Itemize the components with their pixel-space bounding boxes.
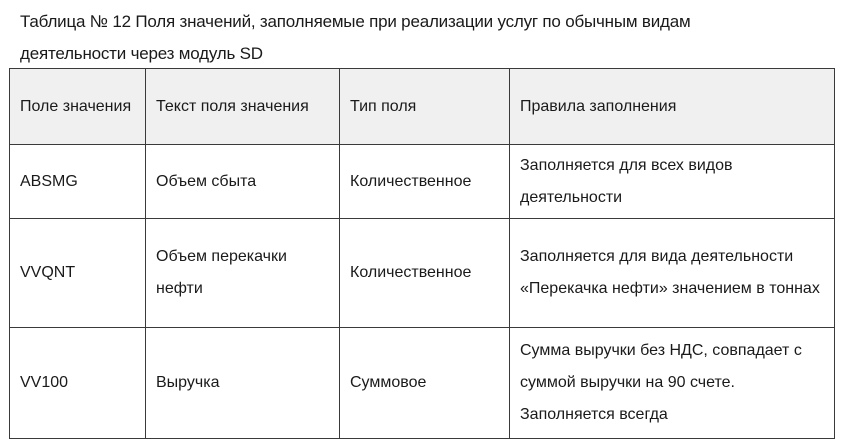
caption-line-2: деятельности через модуль SD [20, 44, 263, 63]
table-row [10, 328, 835, 439]
header-field-value: Поле значения [10, 69, 146, 145]
cell-fill-rule: Заполняется для всех видов деятельности [510, 145, 835, 219]
value-fields-table [9, 68, 835, 439]
cell-field-value: ABSMG [10, 145, 146, 219]
cell-field-text: Выручка [146, 328, 340, 439]
header-field-type: Тип поля [340, 69, 510, 145]
table-caption [20, 6, 840, 70]
cell-field-text: Объем перекачки нефти [146, 219, 340, 328]
table-row [10, 145, 835, 219]
cell-field-type: Количественное [340, 219, 510, 328]
table-header-row [10, 69, 835, 145]
cell-field-text: Объем сбыта [146, 145, 340, 219]
cell-fill-rule: Сумма выручки без НДС, совпадает с суммой выручки на 90 счете. Заполняется всегда [510, 328, 835, 439]
table-row [10, 219, 835, 328]
cell-fill-rule: Заполняется для вида деятельности «Перекачка нефти» значением в тоннах [510, 219, 835, 328]
header-fill-rules: Правила заполнения [510, 69, 835, 145]
header-field-text: Текст поля значения [146, 69, 340, 145]
cell-field-type: Количественное [340, 145, 510, 219]
cell-field-value: VV100 [10, 328, 146, 439]
caption-line-1: Таблица № 12 Поля значений, заполняемые при реализации услуг по обычным видам [20, 12, 691, 31]
cell-field-value: VVQNT [10, 219, 146, 328]
cell-field-type: Суммовое [340, 328, 510, 439]
